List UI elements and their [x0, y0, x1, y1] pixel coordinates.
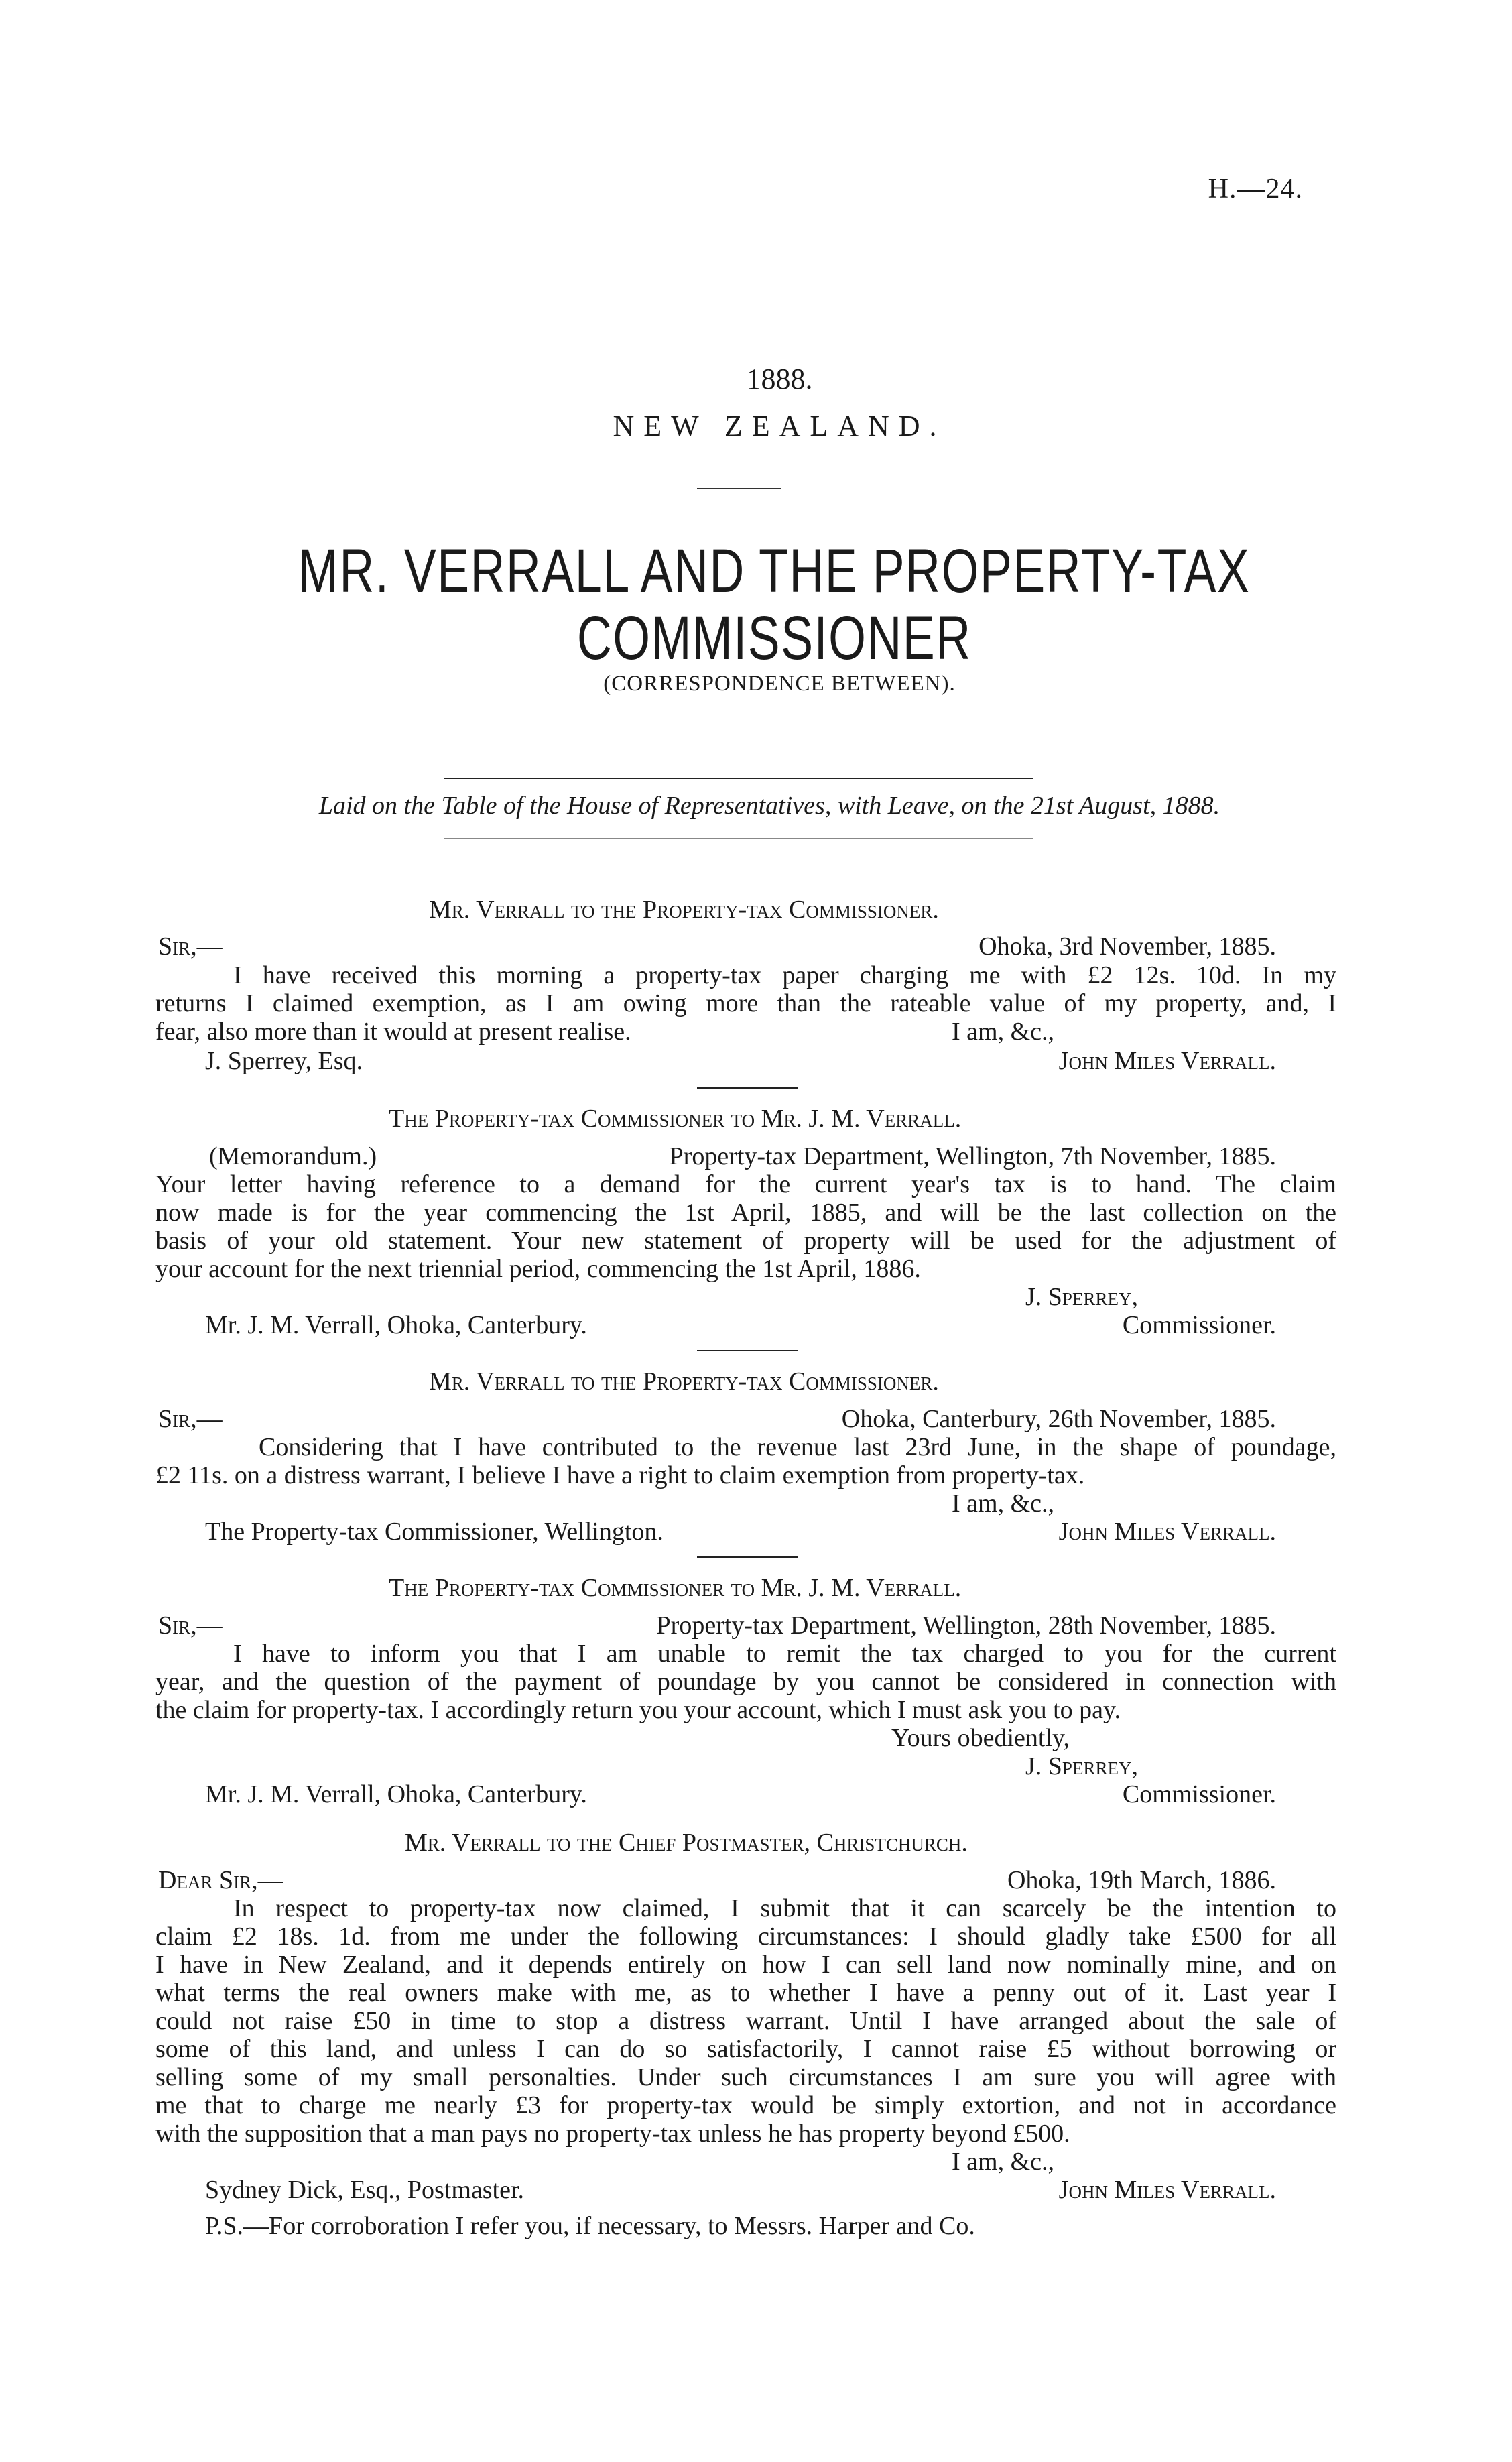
letter-2-place-date: Property-tax Department, Wellington, 7th November, 1885. [669, 1142, 1276, 1170]
letter-2-memo: (Memorandum.) [209, 1142, 377, 1170]
letter-5-postscript: P.S.—For corroboration I refer you, if necessary, to Messrs. Harper and Co. [205, 2212, 975, 2240]
letter-4-closing: Yours obediently, [891, 1724, 1070, 1752]
letter-5-body-line: me that to charge me nearly £3 for property-tax would be simply extortion, and not in accordance [155, 2091, 1336, 2119]
letter-1-addressee: J. Sperrey, Esq. [205, 1047, 363, 1075]
letter-1-place-date: Ohoka, 3rd November, 1885. [979, 932, 1276, 961]
letter-3-signature: John Miles Verrall. [1058, 1518, 1276, 1546]
letter-3-body-line: £2 11s. on a distress warrant, I believe I have a right to claim exemption from property-tax. [155, 1461, 1085, 1489]
letter-5-body-line: with the supposition that a man pays no property-tax unless he has property beyond £500. [155, 2119, 1070, 2148]
letter-1-body-line: returns I claimed exemption, as I am owing more than the rateable value of my property, and, I [155, 989, 1336, 1018]
document-title-line-2: COMMISSIONER [576, 604, 972, 672]
letter-5-addressee: Sydney Dick, Esq., Postmaster. [205, 2176, 525, 2204]
letter-4-addressee: Mr. J. M. Verrall, Ohoka, Canterbury. [205, 1780, 587, 1808]
letter-3-closing: I am, &c., [952, 1489, 1055, 1518]
letter-5-salutation: Dear Sir,— [158, 1866, 284, 1894]
letter-3-place-date: Ohoka, Canterbury, 26th November, 1885. [841, 1405, 1276, 1433]
letter-1-closing: I am, &c., [952, 1018, 1055, 1046]
letter-5-place-date: Ohoka, 19th March, 1886. [1007, 1866, 1276, 1894]
letter-2-body-line: your account for the next triennial period, commencing the 1st April, 1886. [155, 1255, 921, 1283]
letter-4-salutation: Sir,— [158, 1611, 223, 1640]
letter-5-body-line: could not raise £50 in time to stop a distress warrant. Until I have arranged about the sale of [155, 2007, 1336, 2035]
letter-3-salutation: Sir,— [158, 1405, 223, 1433]
letter-5-heading: Mr. Verrall to the Chief Postmaster, Christchurch. [405, 1829, 968, 1857]
letter-4-role: Commissioner. [1122, 1780, 1276, 1808]
header-divider [697, 488, 781, 489]
letter-1-body-line: I have received this morning a property-tax paper charging me with £2 12s. 10d. In my [233, 961, 1336, 989]
letter-2-signature: J. Sperrey, [1025, 1283, 1138, 1311]
document-subtitle: (CORRESPONDENCE BETWEEN). [603, 672, 956, 696]
letter-3-heading: Mr. Verrall to the Property-tax Commissioner. [429, 1367, 939, 1396]
letter-5-body-line: claim £2 18s. 1d. from me under the following circumstances: I should gladly take £500 for all [155, 1922, 1336, 1951]
letter-4-body-line: I have to inform you that I am unable to remit the tax charged to you for the current [233, 1640, 1336, 1668]
letter-5-body-line: selling some of my small personalties. Under such circumstances I am sure you will agree with [155, 2063, 1336, 2091]
letter-divider [697, 1350, 798, 1351]
letter-5-body-line: In respect to property-tax now claimed, I submit that it can scarcely be the intention to [233, 1894, 1336, 1922]
letter-5-closing: I am, &c., [952, 2148, 1055, 2176]
paper-reference: H.—24. [1208, 174, 1303, 204]
laid-on-table-note: Laid on the Table of the House of Representatives, with Leave, on the 21st August, 1888. [318, 792, 1220, 820]
letter-1-heading: Mr. Verrall to the Property-tax Commissioner. [429, 896, 939, 924]
letter-4-body-line: year, and the question of the payment of poundage by you cannot be considered in connection with [155, 1668, 1336, 1696]
letter-5-body-line: what terms the real owners make with me, as to whether I have a penny out of it. Last year I [155, 1979, 1336, 2007]
letter-5-body-line: I have in New Zealand, and it depends entirely on how I can sell land now nominally mine, and on [155, 1951, 1336, 1979]
letter-1-signature: John Miles Verrall. [1058, 1047, 1276, 1075]
letter-3-body-line: Considering that I have contributed to the revenue last 23rd June, in the shape of poundage, [259, 1433, 1336, 1461]
letter-4-heading: The Property-tax Commissioner to Mr. J. M. Verrall. [389, 1574, 962, 1602]
letter-2-addressee: Mr. J. M. Verrall, Ohoka, Canterbury. [205, 1311, 587, 1339]
letter-2-role: Commissioner. [1122, 1311, 1276, 1339]
laid-rule-bottom [444, 838, 1033, 839]
letter-5-signature: John Miles Verrall. [1058, 2176, 1276, 2204]
letter-2-body-line: Your letter having reference to a demand for the current year's tax is to hand. The claim [155, 1170, 1336, 1198]
letter-3-addressee: The Property-tax Commissioner, Wellington. [205, 1518, 664, 1546]
letter-4-place-date: Property-tax Department, Wellington, 28th November, 1885. [656, 1611, 1276, 1640]
letter-divider [697, 1556, 798, 1558]
letter-2-body-line: now made is for the year commencing the 1st April, 1885, and will be the last collection on the [155, 1198, 1336, 1227]
letter-5-body-line: some of this land, and unless I can do so satisfactorily, I cannot raise £5 without borrowing or [155, 2035, 1336, 2063]
letter-2-body-line: basis of your old statement. Your new statement of property will be used for the adjustment of [155, 1227, 1336, 1255]
letter-4-signature: J. Sperrey, [1025, 1752, 1138, 1780]
letter-4-body-line: the claim for property-tax. I accordingly return you your account, which I must ask you to pay. [155, 1696, 1121, 1724]
letter-1-salutation: Sir,— [158, 932, 223, 961]
letter-divider [697, 1087, 798, 1089]
letter-2-heading: The Property-tax Commissioner to Mr. J. M. Verrall. [389, 1105, 962, 1133]
country-heading: NEW ZEALAND. [613, 410, 946, 442]
publication-year: 1888. [746, 363, 813, 395]
laid-rule-top [444, 778, 1033, 779]
document-title-line-1: MR. VERRALL AND THE PROPERTY-TAX [298, 537, 1251, 605]
letter-1-body-line: fear, also more than it would at present realise. [155, 1018, 631, 1046]
